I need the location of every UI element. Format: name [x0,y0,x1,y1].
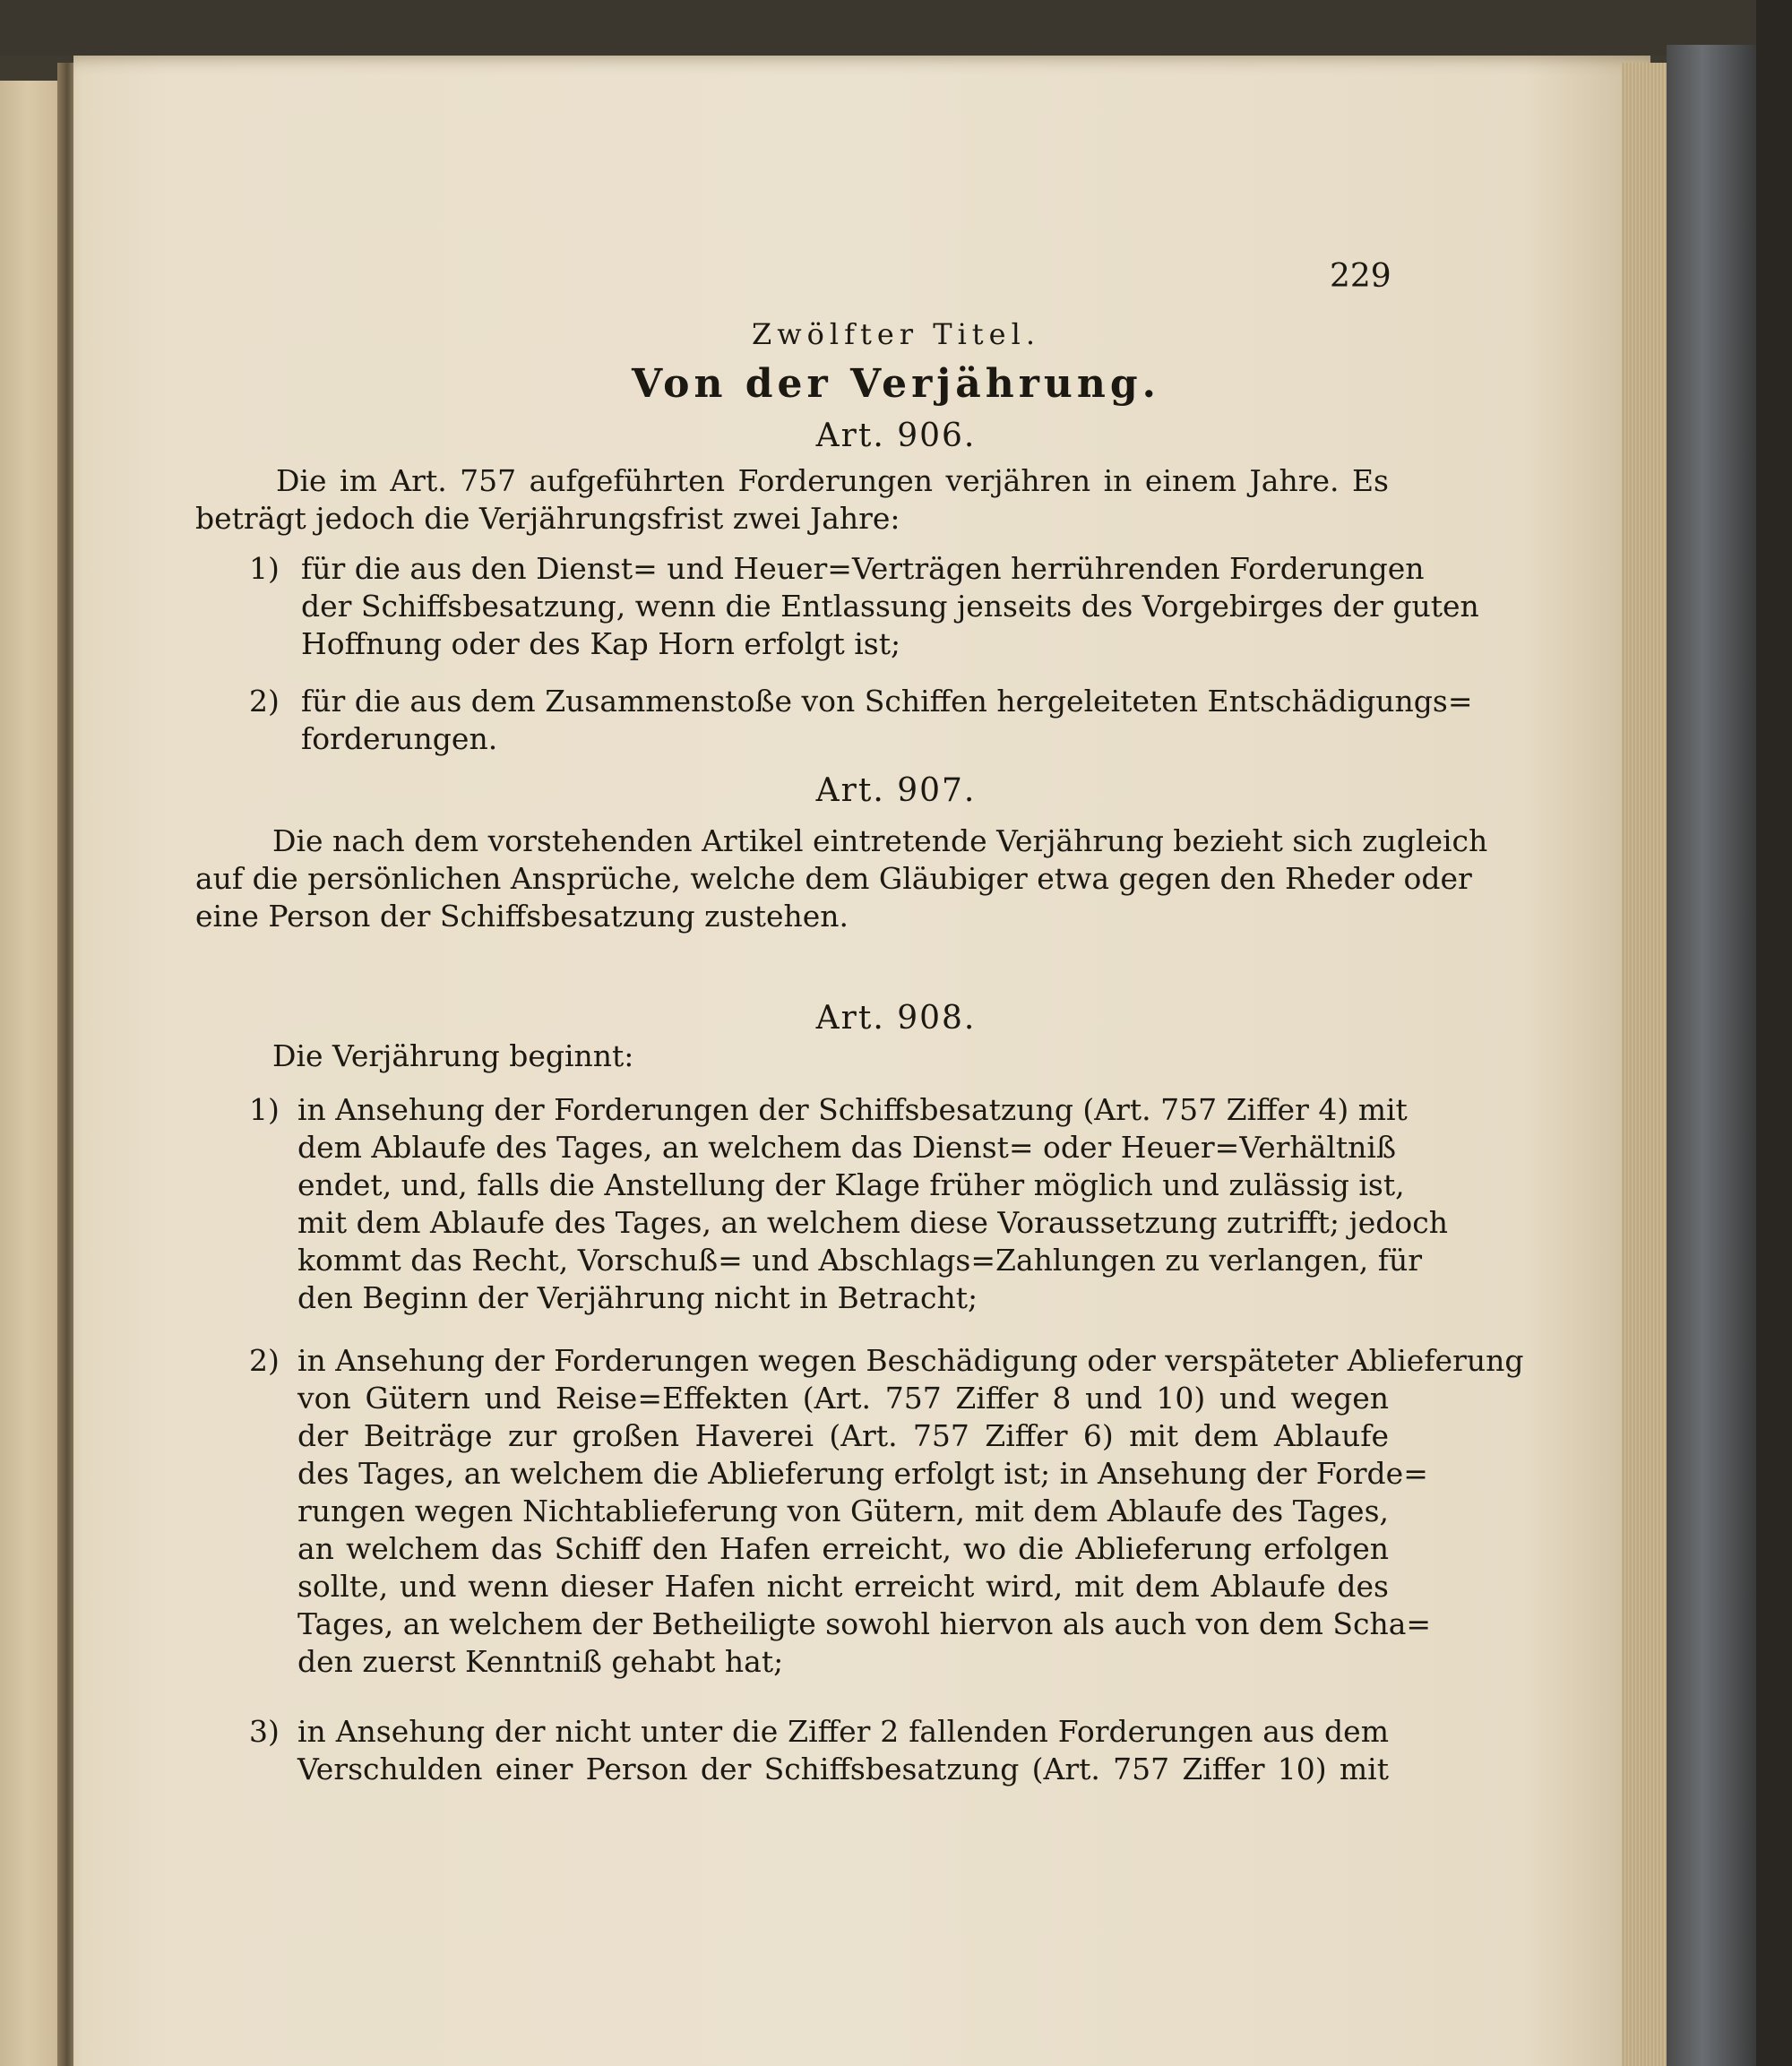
text-line: dem Ablaufe des Tages, an welchem das Dienst= oder Heuer=Verhältniß [297,1130,1397,1165]
text-line: Die nach dem vorstehenden Artikel eintretende Verjährung bezieht sich zugleich [272,823,1488,858]
list-item-number: 2) [249,1343,280,1378]
text-line: von Gütern und Reise=Effekten (Art. 757 Ziffer 8 und 10) und wegen [297,1381,1389,1416]
text-line: in Ansehung der Forderungen wegen Beschädigung oder verspäteter Ablieferung [297,1343,1524,1378]
text-line: rungen wegen Nichtablieferung von Gütern, mit dem Ablaufe des Tages, [297,1494,1389,1528]
article-907-intro [195,822,1488,935]
text-line: an welchem das Schiff den Hafen erreicht, wo die Ablieferung erfolgen [297,1531,1389,1566]
text-line: des Tages, an welchem die Ablieferung erfolgt ist; in Ansehung der Forde= [297,1456,1428,1491]
text-line: forderungen. [301,721,498,756]
text-line: Hoffnung oder des Kap Horn erfolgt ist; [301,626,901,661]
article-906-item-1 [301,550,1479,663]
list-item-number: 1) [249,1092,280,1127]
text-line: Die im Art. 757 aufgeführten Forderungen verjähren in einem Jahre. Es [276,463,1389,498]
text-line: den Beginn der Verjährung nicht in Betracht; [297,1280,978,1315]
text-line: in Ansehung der nicht unter die Ziffer 2 fallenden Forderungen aus dem [297,1714,1389,1749]
article-906-label: Art. 906. [815,418,977,454]
list-item-number: 2) [249,684,280,719]
text-line: eine Person der Schiffsbesatzung zustehen. [195,899,849,934]
text-line: auf die persönlichen Ansprüche, welche dem Gläubiger etwa gegen den Rheder oder [195,861,1472,896]
article-906-intro [195,462,1389,538]
article-906-item-2 [301,683,1473,758]
text-line: Die Verjährung beginnt: [272,1038,634,1073]
text-line: Tages, an welchem der Betheiligte sowohl hiervon als auch von dem Scha= [297,1606,1432,1641]
article-908-intro [272,1037,1389,1075]
text-line: für die aus dem Zusammenstoße von Schiffen hergeleiteten Entschädigungs= [301,684,1473,719]
text-line: sollte, und wenn dieser Hafen nicht erreicht wird, mit dem Ablaufe des [297,1569,1389,1604]
text-line: beträgt jedoch die Verjährungsfrist zwei Jahre: [195,501,900,536]
text-line: kommt das Recht, Vorschuß= und Abschlags=Zahlungen zu verlangen, für [297,1243,1423,1278]
text-line: in Ansehung der Forderungen der Schiffsbesatzung (Art. 757 Ziffer 4) mit [297,1092,1408,1127]
text-line: mit dem Ablaufe des Tages, an welchem diese Voraussetzung zutrifft; jedoch [297,1205,1449,1240]
text-line: den zuerst Kenntniß gehabt hat; [297,1644,784,1679]
article-908-item-1 [297,1091,1449,1317]
article-908-label: Art. 908. [815,1000,977,1037]
page-number: 229 [1330,258,1391,295]
section-title: Von der Verjährung. [632,361,1160,407]
text-line: Verschulden einer Person der Schiffsbesatzung (Art. 757 Ziffer 10) mit [297,1752,1389,1786]
scan-background-top [0,0,1792,56]
text-line: für die aus den Dienst= und Heuer=Verträgen herrührenden Forderungen [301,551,1425,586]
text-line: endet, und, falls die Anstellung der Klage früher möglich und zulässig ist, [297,1167,1405,1202]
text-line: der Beiträge zur großen Haverei (Art. 757 Ziffer 6) mit dem Ablaufe [297,1418,1389,1453]
article-908-item-2 [297,1342,1524,1681]
page-edges [1622,63,1667,2066]
article-908-item-3 [297,1713,1389,1788]
list-item-number: 1) [249,551,280,586]
text-line: der Schiffsbesatzung, wenn die Entlassung jenseits des Vorgebirges der guten [301,589,1479,624]
list-item-number: 3) [249,1714,280,1749]
section-subtitle: Zwölfter Titel. [751,317,1040,351]
article-907-label: Art. 907. [815,772,977,809]
